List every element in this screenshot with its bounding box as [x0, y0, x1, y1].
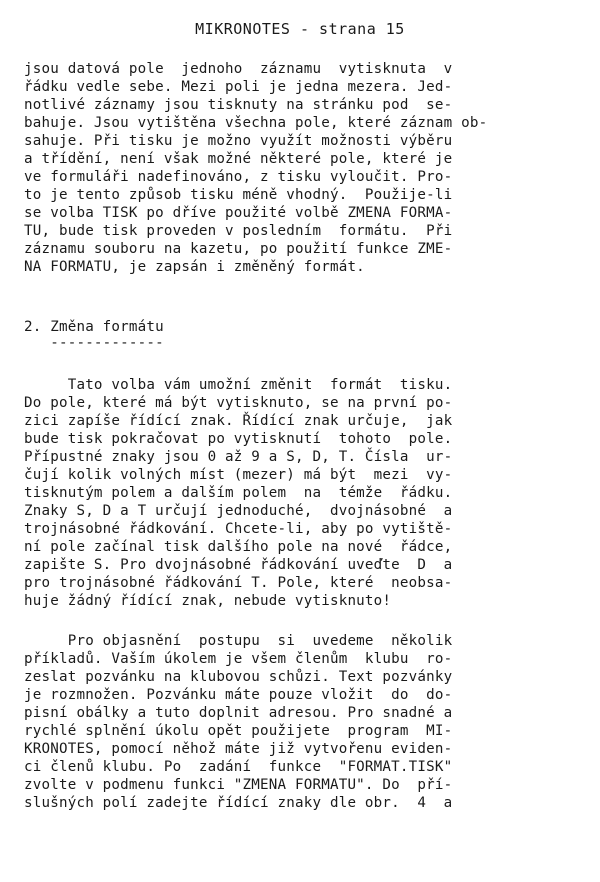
- section-heading: 2. Změna formátu: [24, 319, 164, 335]
- page-header: MIKRONOTES - strana 15: [195, 20, 405, 38]
- text-line: sahuje. Při tisku je možno využít možnosti výběru: [24, 133, 453, 149]
- text-line: tisknutým polem a dalším polem na témže řádku.: [24, 485, 453, 501]
- text-line: Znaky S, D a T určují jednoduché, dvojnásobné a: [24, 503, 453, 519]
- section-heading-underline: -------------: [24, 335, 164, 351]
- text-line: čují kolik volných míst (mezer) má být mezi vy-: [24, 467, 453, 483]
- text-line: a třídění, není však možné některé pole, které je: [24, 151, 453, 167]
- text-line: jsou datová pole jednoho záznamu vytisknuta v: [24, 61, 453, 77]
- text-line: TU, bude tisk proveden v posledním formátu. Při: [24, 223, 453, 239]
- text-line: zici zapíše řídící znak. Řídící znak určuje, jak: [24, 413, 453, 429]
- text-line: se volba TISK po dříve použité volbě ZMENA FORMA-: [24, 205, 453, 221]
- text-line: Tato volba vám umožní změnit formát tisku.: [24, 377, 453, 393]
- text-line: KRONOTES, pomocí něhož máte již vytvořenu eviden-: [24, 741, 453, 757]
- text-line: pisní obálky a tuto doplnit adresou. Pro snadné a: [24, 705, 453, 721]
- text-line: zapište S. Pro dvojnásobné řádkování uveďte D a: [24, 557, 453, 573]
- text-line: huje žádný řídící znak, nebude vytisknuto!: [24, 593, 392, 609]
- text-line: ci členů klubu. Po zadání funkce "FORMAT.TISK": [24, 759, 453, 775]
- text-line: Do pole, které má být vytisknuto, se na první po-: [24, 395, 453, 411]
- text-line: slušných polí zadejte řídící znaky dle obr. 4 a: [24, 795, 453, 811]
- text-line: to je tento způsob tisku méně vhodný. Použije-li: [24, 187, 453, 203]
- text-line: pro trojnásobné řádkování T. Pole, které neobsa-: [24, 575, 453, 591]
- text-line: NA FORMATU, je zapsán i změněný formát.: [24, 259, 365, 275]
- text-line: příkladů. Vaším úkolem je všem členům klubu ro-: [24, 651, 453, 667]
- text-line: řádku vedle sebe. Mezi poli je jedna mezera. Jed-: [24, 79, 453, 95]
- text-line: zeslat pozvánku na klubovou schůzi. Text pozvánky: [24, 669, 453, 685]
- text-line: bude tisk pokračovat po vytisknutí tohoto pole.: [24, 431, 453, 447]
- text-line: trojnásobné řádkování. Chcete-li, aby po vytiště-: [24, 521, 453, 537]
- text-line: bahuje. Jsou vytištěna všechna pole, které záznam ob-: [24, 115, 488, 131]
- text-line: rychlé splnění úkolu opět použijete program MI-: [24, 723, 453, 739]
- text-line: zvolte v podmenu funkci "ZMENA FORMATU". Do pří-: [24, 777, 453, 793]
- text-line: záznamu souboru na kazetu, po použití funkce ZME-: [24, 241, 453, 257]
- text-line: ve formuláři nadefinováno, z tisku vyloučit. Pro-: [24, 169, 453, 185]
- text-line: Přípustné znaky jsou 0 až 9 a S, D, T. Čísla ur-: [24, 449, 453, 465]
- text-line: je rozmnožen. Pozvánku máte pouze vložit do do-: [24, 687, 453, 703]
- text-line: notlivé záznamy jsou tisknuty na stránku pod se-: [24, 97, 453, 113]
- text-line: Pro objasnění postupu si uvedeme několik: [24, 633, 453, 649]
- text-line: ní pole začínal tisk dalšího pole na nové řádce,: [24, 539, 453, 555]
